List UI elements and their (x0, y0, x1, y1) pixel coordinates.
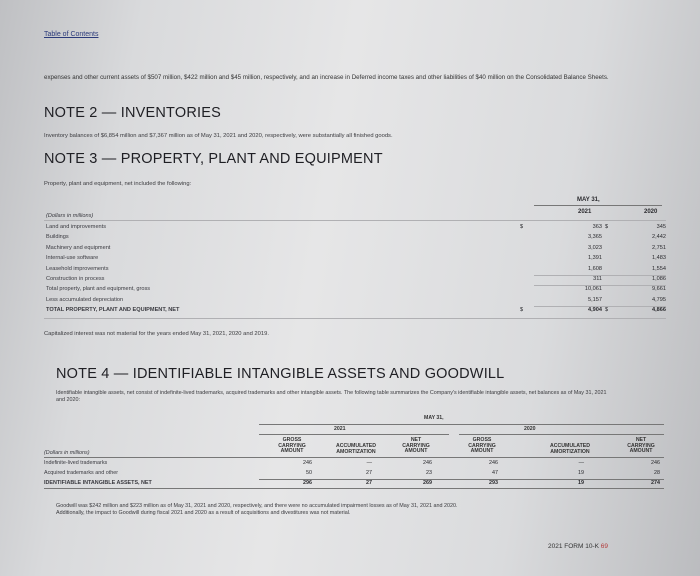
ppe-row-label: Internal-use software (46, 255, 99, 262)
note4-text: Identifiable intangible assets, net consist of indefinite-lived trademarks, acquired trademarks and other intangible assets. The following table summarizes the Company's identifiable intangible assets, net balances as of May 31, 2021 and 2020: (56, 390, 607, 403)
ppe-dollar-sign-2020: $ (605, 307, 609, 314)
ppe-value-2021: 363 (592, 224, 602, 230)
ppe-value-2020: 2,442 (652, 234, 666, 241)
ppe-row-label: Buildings (46, 234, 69, 241)
goodwill-note: Goodwill was $242 million and $223 million as of May 31, 2021 and 2020, respectively, and there were no accumulated impairment losses as of May 31, 2021 and 2020. (56, 503, 458, 509)
net-h2-2020: CARRYING (627, 442, 655, 449)
int-value-a20: 19 (578, 470, 584, 476)
ppe-subtotal-rule (534, 306, 666, 307)
ppe-bottom-rule (44, 318, 666, 319)
accum-h2: AMORTIZATION (336, 448, 376, 455)
int-value-n20: 28 (654, 470, 660, 476)
table-of-contents-link[interactable]: Table of Contents (44, 31, 99, 38)
ppe-unit-label: (Dollars in millions) (46, 213, 94, 219)
note4-title: NOTE 4 — IDENTIFIABLE INTANGIBLE ASSETS AND GOODWILL (56, 366, 505, 382)
int-value-a20: — (578, 460, 584, 466)
int-row-label: IDENTIFIABLE INTANGIBLE ASSETS, NET (44, 480, 152, 486)
ppe-value-2021: 5,157 (588, 296, 602, 303)
int-row-label: Acquired trademarks and other (44, 470, 119, 476)
ppe-dollar-sign: $ (520, 307, 524, 314)
ppe-row-label: Leasehold improvements (46, 265, 109, 272)
int-col-accum-2020 (540, 444, 600, 455)
int-row-label: Indefinite-lived trademarks (44, 460, 108, 466)
ppe-row-label: Construction in process (46, 276, 105, 282)
ppe-row-label: Machinery and equipment (46, 244, 111, 251)
ppe-value-2021: 3,023 (588, 244, 602, 251)
int-value-n20: 274 (651, 480, 660, 486)
accum-h1-2020: ACCUMULATED (550, 443, 590, 449)
gross-h3-2020: AMOUNT (470, 448, 494, 455)
int-value-g21: 296 (303, 480, 312, 486)
ppe-value-2021: 4,904 (588, 307, 602, 314)
ppe-subtotal-rule (534, 285, 666, 286)
note4-footnote (56, 503, 636, 517)
ppe-value-2020: 1,554 (652, 265, 666, 272)
net-h2: CARRYING (402, 442, 430, 449)
net-h3: AMOUNT (404, 448, 428, 455)
int-value-n21: 23 (426, 470, 432, 476)
ppe-value-2021: 311 (593, 276, 602, 282)
intangibles-table (44, 416, 666, 500)
int-value-a21: — (366, 460, 372, 466)
accum-h2-2020: AMORTIZATION (550, 448, 590, 455)
ppe-value-2021: 1,391 (588, 255, 602, 262)
ppe-subtotal-rule (534, 275, 666, 276)
int-value-g20: 47 (492, 470, 498, 476)
ppe-row-label: Land and improvements (46, 224, 107, 230)
note2-text: Inventory balances of $6,854 million and $7,367 million as of May 31, 2021 and 2020, respectively, were substantially all finished goods. (44, 133, 393, 139)
gross-h2-2020: CARRYING (468, 442, 496, 449)
ppe-header-bottom-rule (44, 220, 666, 221)
int-value-n21: 269 (423, 480, 432, 486)
ppe-year-2021: 2021 (578, 209, 592, 215)
ppe-value-2020: 1,086 (652, 276, 666, 282)
net-h1-2020: NET (635, 437, 647, 443)
int-total-rule (259, 479, 664, 480)
int-value-g21: 246 (303, 460, 312, 466)
ppe-value-2020: 4,795 (652, 296, 666, 303)
ppe-value-2020: 9,661 (652, 286, 666, 293)
ppe-row-label: Total property, plant and equipment, gross (46, 286, 151, 293)
ppe-value-2020: 345 (656, 224, 666, 230)
int-header-may: MAY 31, (424, 415, 444, 421)
int-col-net-2020 (618, 438, 664, 455)
int-value-g20: 293 (489, 480, 498, 486)
ppe-value-2021: 1,608 (588, 265, 602, 272)
gross-h2: CARRYING (278, 442, 306, 449)
int-col-gross-2020 (460, 438, 504, 455)
int-unit-label: (Dollars in millions) (44, 450, 90, 456)
note3-text: Property, plant and equipment, net included the following: (44, 181, 192, 187)
accum-h1: ACCUMULATED (336, 443, 376, 449)
int-header-rule (259, 424, 664, 425)
gross-h3: AMOUNT (280, 448, 304, 455)
net-h1: NET (410, 437, 422, 443)
page-footer (548, 543, 608, 550)
int-value-n21: 246 (423, 460, 432, 466)
int-2020-rule (459, 434, 664, 435)
footer-form: 2021 FORM 10-K (548, 543, 599, 550)
ppe-header-may: MAY 31, (577, 197, 600, 203)
ppe-value-2020: 1,483 (652, 255, 666, 262)
int-header-bottom-rule (44, 457, 664, 458)
int-value-g21: 50 (306, 470, 312, 476)
ppe-dollar-sign: $ (520, 224, 524, 230)
int-value-a21: 27 (366, 470, 372, 476)
int-value-a21: 27 (366, 480, 372, 486)
int-col-gross-2021 (272, 438, 312, 455)
int-year-2020: 2020 (524, 426, 536, 432)
ppe-table (44, 197, 666, 321)
ppe-dollar-sign-2020: $ (605, 224, 609, 230)
ppe-value-2020: 2,751 (652, 244, 666, 251)
int-year-2021: 2021 (334, 426, 346, 432)
footer-page-number: 69 (600, 543, 608, 550)
int-col-net-2021 (394, 438, 438, 455)
gross-h1: GROSS (282, 437, 302, 443)
ppe-row-label: Less accumulated depreciation (46, 296, 124, 303)
ppe-header-rule (534, 205, 662, 206)
ppe-year-2020: 2020 (644, 209, 658, 215)
goodwill-impact-note: Additionally, the impact to Goodwill during fiscal 2021 and 2020 as a result of acquisitions and divestitures was not material. (56, 510, 351, 516)
note3-footnote: Capitalized interest was not material for the years ended May 31, 2021, 2020 and 2019. (44, 331, 269, 337)
int-col-accum-2021 (326, 444, 386, 455)
net-h3-2020: AMOUNT (629, 448, 653, 455)
intro-paragraph: expenses and other current assets of $507 million, $422 million and $45 million, respectively, and an increase in Deferred income taxes and other liabilities of $40 million on the Consolidated Balance Sheets. (44, 74, 609, 81)
int-2021-rule (259, 434, 449, 435)
int-value-n20: 246 (651, 460, 660, 466)
ppe-value-2021: 10,061 (584, 286, 602, 293)
note2-title: NOTE 2 — INVENTORIES (44, 105, 221, 121)
ppe-value-2020: 4,866 (652, 307, 666, 314)
ppe-row-label: TOTAL PROPERTY, PLANT AND EQUIPMENT, NET (46, 307, 180, 314)
gross-h1-2020: GROSS (472, 437, 492, 443)
int-value-g20: 246 (489, 460, 498, 466)
note3-title: NOTE 3 — PROPERTY, PLANT AND EQUIPMENT (44, 151, 383, 167)
int-bottom-rule (44, 488, 664, 489)
int-value-a20: 19 (578, 480, 584, 486)
ppe-value-2021: 3,365 (588, 234, 602, 241)
